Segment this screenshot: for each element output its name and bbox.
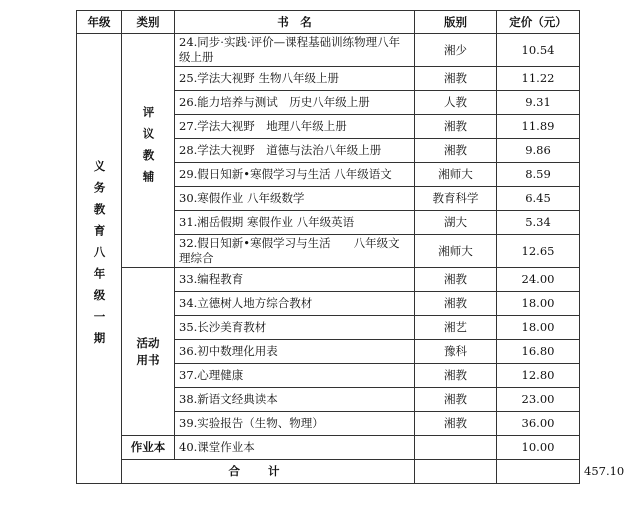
grade-cell: [77, 34, 122, 484]
header-publisher: 版别: [415, 11, 497, 34]
book-title: 24.同步·实践·评价—课程基础训练物理八年级上册: [175, 34, 415, 67]
category-homework: [122, 436, 175, 460]
book-publisher: 湘教: [415, 268, 497, 292]
book-title: 28.学法大视野 道德与法治八年级上册: [175, 139, 415, 163]
total-empty: [415, 460, 497, 484]
book-publisher: 湘教: [415, 292, 497, 316]
book-price: 23.00: [497, 388, 580, 412]
book-publisher: 豫科: [415, 340, 497, 364]
category-review-label: 评议教辅: [141, 105, 156, 192]
book-title: 27.学法大视野 地理八年级上册: [175, 115, 415, 139]
book-title: 31.湘岳假期 寒假作业 八年级英语: [175, 211, 415, 235]
header-grade: 年级: [77, 11, 122, 34]
book-title: 29.假日知新•寒假学习与生活 八年级语文: [175, 163, 415, 187]
book-price: 9.86: [497, 139, 580, 163]
book-publisher: 湘教: [415, 67, 497, 91]
book-title: 30.寒假作业 八年级数学: [175, 187, 415, 211]
book-title: 25.学法大视野 生物八年级上册: [175, 67, 415, 91]
book-publisher: 湘少: [415, 34, 497, 67]
book-price: 10.54: [497, 34, 580, 67]
book-price: 9.31: [497, 91, 580, 115]
book-publisher: 湖大: [415, 211, 497, 235]
book-publisher: [415, 436, 497, 460]
book-publisher: 湘艺: [415, 316, 497, 340]
book-price: 6.45: [497, 187, 580, 211]
book-price: 24.00: [497, 268, 580, 292]
table-row: [77, 268, 580, 292]
book-title: 36.初中数理化用表: [175, 340, 415, 364]
book-title: 39.实验报告（生物、物理）: [175, 412, 415, 436]
book-price: 11.22: [497, 67, 580, 91]
table-row: [77, 436, 580, 460]
book-title: 33.编程教育: [175, 268, 415, 292]
category-review: [122, 34, 175, 268]
book-publisher: 湘师大: [415, 235, 497, 268]
book-publisher: 湘师大: [415, 163, 497, 187]
book-publisher: 湘教: [415, 115, 497, 139]
book-title: 26.能力培养与测试 历史八年级上册: [175, 91, 415, 115]
book-title: 35.长沙美育教材: [175, 316, 415, 340]
book-publisher: 教育科学: [415, 187, 497, 211]
category-activity: [122, 268, 175, 436]
book-price: 11.89: [497, 115, 580, 139]
grade-label: 义务教育八年级一期: [92, 159, 107, 354]
category-activity-label: 活动用书: [136, 335, 160, 367]
total-empty: [497, 460, 580, 484]
book-list-table: [76, 10, 625, 484]
total-label: 合计: [122, 460, 415, 484]
book-title: 37.心理健康: [175, 364, 415, 388]
header-price: 定价（元）: [497, 11, 580, 34]
book-price: 18.00: [497, 316, 580, 340]
book-price: 12.80: [497, 364, 580, 388]
header-row: [77, 11, 580, 34]
book-publisher: 湘教: [415, 388, 497, 412]
category-homework-label: 作业本: [130, 440, 166, 454]
book-price: 12.65: [497, 235, 580, 268]
book-publisher: 湘教: [415, 364, 497, 388]
book-price: 16.80: [497, 340, 580, 364]
book-price: 18.00: [497, 292, 580, 316]
table-row: [77, 34, 580, 67]
header-book: 书 名: [175, 11, 415, 34]
book-publisher: 湘教: [415, 412, 497, 436]
book-title: 38.新语文经典读本: [175, 388, 415, 412]
book-title: 40.课堂作业本: [175, 436, 415, 460]
book-price: 8.59: [497, 163, 580, 187]
book-price: 10.00: [497, 436, 580, 460]
book-title: 34.立德树人地方综合教材: [175, 292, 415, 316]
book-title: 32.假日知新•寒假学习与生活 八年级文理综合: [175, 235, 415, 268]
book-publisher: 人教: [415, 91, 497, 115]
total-row: 合计 457.10: [77, 460, 580, 484]
book-price: 5.34: [497, 211, 580, 235]
book-price: 36.00: [497, 412, 580, 436]
book-publisher: 湘教: [415, 139, 497, 163]
header-category: 类别: [122, 11, 175, 34]
